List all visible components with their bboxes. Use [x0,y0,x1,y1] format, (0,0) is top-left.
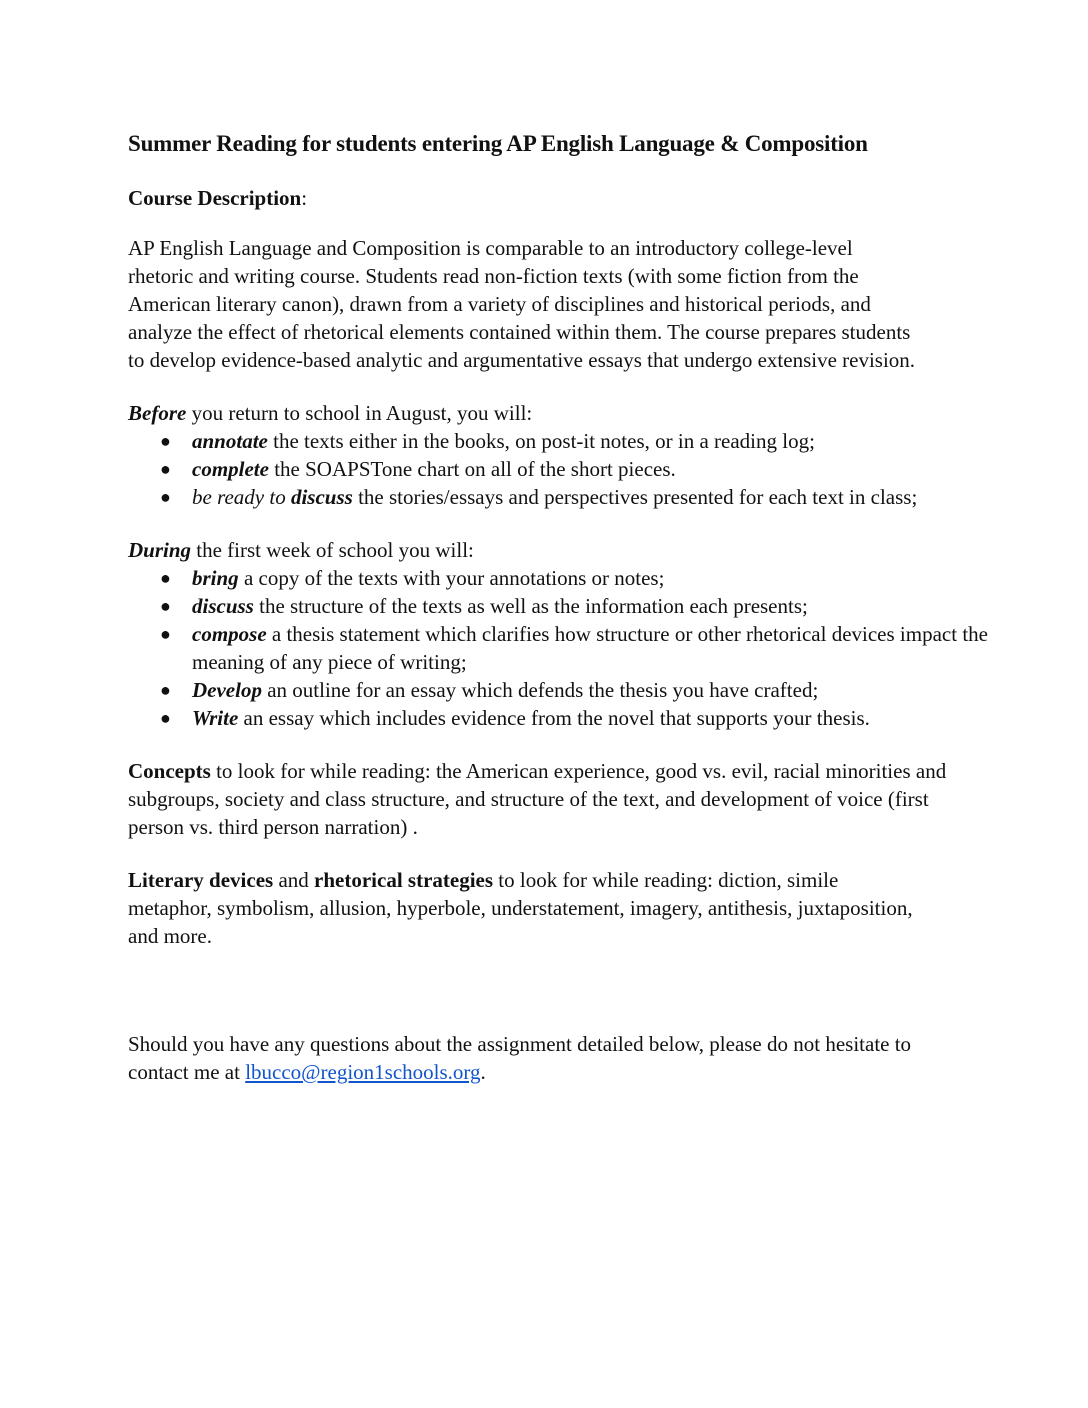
bullet-icon: ● [160,624,171,644]
document-page [128,126,1008,1086]
course-description-label: Course Description [128,186,302,210]
list-item: ● annotate the texts either in the books, on post-it notes, or in a reading log; [160,429,815,453]
during-intro: During the first week of school you will: [128,538,474,562]
bullet-icon: ● [160,596,171,616]
before-list [128,427,1008,511]
course-description-heading: Course Description: [128,186,308,210]
list-item: ● discuss the structure of the texts as well as the information each presents; [160,594,808,618]
list-item: ● compose a thesis statement which clarifies how structure or other rhetorical devices impact the meaning of any piece of writing; [160,622,988,674]
concepts-paragraph: Concepts to look for while reading: the American experience, good vs. evil, racial minorities and subgroups, society and class structure, and structure of the text, and development of voice (first person vs. third person narration) . [128,759,947,839]
contact-paragraph: Should you have any questions about the assignment detailed below, please do not hesitate to contact me at lbucco@region1schools.org. [128,1032,912,1084]
bullet-icon: ● [160,708,171,728]
during-list [128,564,1008,732]
list-item: ● complete the SOAPSTone chart on all of the short pieces. [160,457,676,481]
list-item: ● be ready to discuss the stories/essays and perspectives presented for each text in class; [160,485,918,509]
email-link[interactable]: lbucco@region1schools.org [245,1060,481,1084]
before-intro: Before you return to school in August, you will: [128,401,533,425]
before-section [128,399,1008,511]
document-title: Summer Reading for students entering AP English Language & Composition [128,131,868,156]
list-item: ● Develop an outline for an essay which defends the thesis you have crafted; [160,678,819,702]
devices-paragraph: Literary devices and rhetorical strategies to look for while reading: diction, simile metaphor, symbolism, allusion, hyperbole, understatement, imagery, antithesis, juxtaposition, and more. [128,868,913,948]
list-item: ● Write an essay which includes evidence from the novel that supports your thesis. [160,706,870,730]
during-section [128,536,1008,732]
bullet-icon: ● [160,680,171,700]
course-description-body: AP English Language and Composition is comparable to an introductory college-level rhetoric and writing course. Students read non-fiction texts (with some fiction from the American literary canon), drawn from a variety of disciplines and historical periods, and analyze the effect of rhetorical elements contained within them. The course prepares students to develop evidence-based analytic and argumentative essays that undergo extensive revision. [128,236,916,372]
bullet-icon: ● [160,459,171,479]
list-item: ● bring a copy of the texts with your annotations or notes; [160,566,665,590]
bullet-icon: ● [160,568,171,588]
bullet-icon: ● [160,431,171,451]
bullet-icon: ● [160,487,171,507]
